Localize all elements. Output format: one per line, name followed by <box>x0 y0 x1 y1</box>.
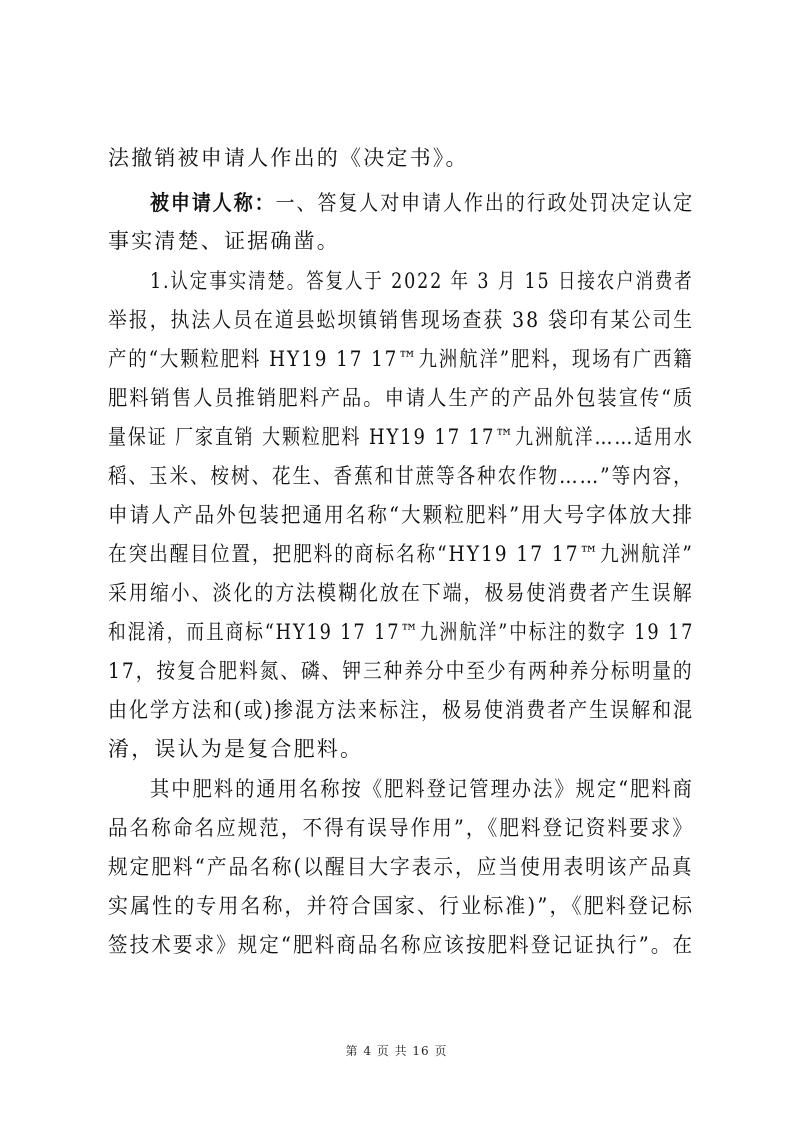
paragraph-line: 由化学方法和(或)掺混方法来标注，极易使消费者产生误解和混 <box>108 698 695 722</box>
respondent-statement-line <box>150 188 695 218</box>
paragraph-line: 17，按复合肥料氮、磷、钾三种养分中至少有两种养分标明量的 <box>108 659 694 683</box>
paragraph-line: 量保证 厂家直销 大颗粒肥料 HY19 17 17™九洲航洋……适用水 <box>108 425 694 449</box>
paragraph-line: 淆，误认为是复合肥料。 <box>108 737 364 761</box>
page-number-footer: 第 4 页 共 16 页 <box>345 1044 448 1058</box>
paragraph-line: 举报，执法人员在道县蚣坝镇销售现场查获 38 袋印有某公司生 <box>108 308 695 332</box>
paragraph-line: 规定肥料“产品名称(以醒目大字表示，应当使用表明该产品真 <box>108 855 694 879</box>
paragraph-line: 产的“大颗粒肥料 HY19 17 17™九洲航洋”肥料，现场有广西籍 <box>108 347 694 371</box>
paragraph-line: 采用缩小、淡化的方法模糊化放在下端，极易使消费者产生误解 <box>108 581 694 605</box>
respondent-label: 被申请人称： <box>150 190 276 215</box>
paragraph-line: 法撤销被申请人作出的《决定书》。 <box>108 146 469 170</box>
paragraph-line: 肥料销售人员推销肥料产品。申请人生产的产品外包装宣传“质 <box>108 386 695 410</box>
paragraph-line: 在突出醒目位置，把肥料的商标名称“HY19 17 17™九洲航洋” <box>108 542 694 566</box>
paragraph-line: 签技术要求》规定“肥料商品名称应该按肥料登记证执行”。在 <box>108 933 695 957</box>
paragraph-line: 实属性的专用名称，并符合国家、行业标准)”，《肥料登记标 <box>108 894 695 918</box>
paragraph-line: 事实清楚、证据确凿。 <box>108 229 340 253</box>
paragraph-line: 品名称命名应规范，不得有误导作用”，《肥料登记资料要求》 <box>108 816 694 840</box>
paragraph-line: 稻、玉米、桉树、花生、香蕉和甘蔗等各种农作物……”等内容， <box>108 464 694 488</box>
paragraph-line: 申请人产品外包装把通用名称“大颗粒肥料”用大号字体放大排 <box>108 503 695 527</box>
paragraph-line: 和混淆，而且商标“HY19 17 17™九洲航洋”中标注的数字 19 17 <box>108 620 695 644</box>
paragraph-line: 1.认定事实清楚。答复人于 2022 年 3 月 15 日接农户消费者 <box>150 269 694 293</box>
paragraph-line: 其中肥料的通用名称按《肥料登记管理办法》规定“肥料商 <box>150 777 694 801</box>
respondent-text: 一、答复人对申请人作出的行政处罚决定认定 <box>275 191 695 215</box>
